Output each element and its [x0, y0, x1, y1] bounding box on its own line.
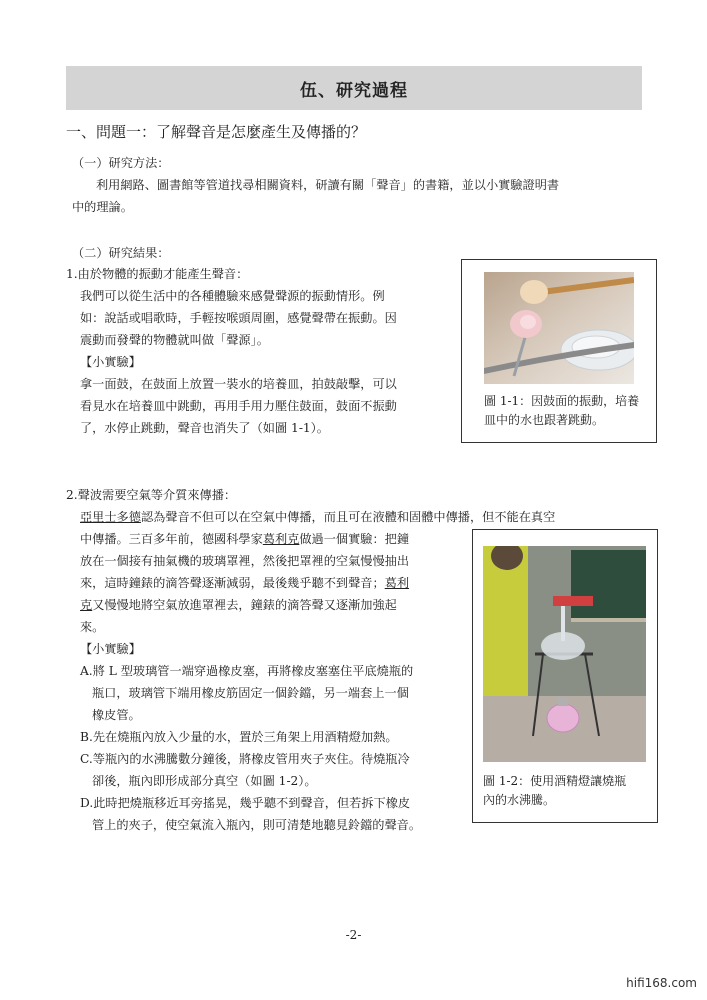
figure-1-2-caption-line-2: 內的水沸騰。	[483, 793, 556, 807]
item1-exp-line-1: 拿一面鼓，在鼓面上放置一裝水的培養皿，拍鼓敲擊，可以	[80, 377, 397, 391]
item1-line-2: 如：說話或唱歌時，手輕按喉頭周圍，感覺聲帶在振動。因	[80, 311, 397, 325]
guericke-name-3: 克	[80, 598, 93, 612]
step-d-line-2: 管上的夾子，使空氣流入瓶內，則可清楚地聽見鈴鐺的聲音。	[92, 818, 422, 832]
item1-heading: 1.由於物體的振動才能產生聲音：	[66, 267, 249, 281]
figure-1-1-caption-line-2: 皿中的水也跟著跳動。	[484, 413, 605, 427]
item1-line-1: 我們可以從生活中的各種體驗來感覺聲源的振動情形。例	[80, 289, 385, 303]
step-c-line-2: 卻後，瓶內即形成部分真空（如圖 1-2）。	[92, 774, 317, 788]
method-line-2: 中的理論。	[72, 200, 133, 214]
aristotle-name: 亞里士多德	[80, 510, 141, 524]
item1-line-3: 震動而發聲的物體就叫做「聲源」。	[80, 333, 269, 347]
method-heading: （一）研究方法：	[72, 156, 170, 170]
step-b: B.先在燒瓶內放入少量的水，置於三角架上用酒精燈加熱。	[80, 730, 398, 744]
figure-1-1	[461, 259, 657, 443]
item1-exp-line-3: 了，水停止跳動，聲音也消失了（如圖 1-1）。	[80, 421, 329, 435]
item2-heading: 2.聲波需要空氣等介質來傳播：	[66, 488, 237, 502]
question-heading: 一、問題一：了解聲音是怎麼產生及傳播的？	[66, 123, 367, 141]
figure-1-2	[472, 529, 658, 823]
guericke-name-2: 葛利	[384, 576, 410, 590]
item2-line-4: 來，這時鐘錶的滴答聲逐漸減弱，最後幾乎聽不到聲音；葛利	[80, 576, 410, 590]
item1-exp-label: 【小實驗】	[80, 355, 141, 369]
drum-photo	[484, 272, 634, 384]
step-a-line-3: 橡皮管。	[92, 708, 141, 722]
step-a-line-2: 瓶口，玻璃管下端用橡皮筋固定一個鈴鐺，另一端套上一個	[92, 686, 409, 700]
item2-line-1: 亞里士多德認為聲音不但可以在空氣中傳播，而且可在液體和固體中傳播，但不能在真空	[80, 510, 556, 524]
method-line-1: 利用網路、圖書館等管道找尋相關資料，研讀有關「聲音」的書籍，並以小實驗證明書	[96, 178, 560, 192]
item1-exp-line-2: 看見水在培養皿中跳動，再用手用力壓住鼓面，鼓面不振動	[80, 399, 397, 413]
section-title: 伍、研究過程	[66, 66, 642, 110]
figure-1-1-caption-line-1: 圖 1-1：因鼓面的振動，培養	[484, 394, 640, 408]
page-number: -2-	[345, 928, 362, 942]
item2-line-5: 克又慢慢地將空氣放進罩裡去，鐘錶的滴答聲又逐漸加強起	[80, 598, 397, 612]
item2-line-6: 來。	[80, 620, 105, 634]
guericke-name: 葛利克	[262, 532, 300, 546]
step-c-line-1: C.等瓶內的水沸騰數分鐘後，將橡皮管用夾子夾住。待燒瓶冷	[80, 752, 410, 766]
item2-line-2: 中傳播。三百多年前，德國科學家葛利克做過一個實驗：把鐘	[80, 532, 410, 546]
item2-exp-label: 【小實驗】	[80, 642, 141, 656]
flask-photo	[483, 546, 646, 762]
step-a-line-1: A.將 L 型玻璃管一端穿過橡皮塞，再將橡皮塞塞住平底燒瓶的	[80, 664, 414, 678]
step-d-line-1: D.此時把燒瓶移近耳旁搖晃，幾乎聽不到聲音，但若拆下橡皮	[80, 796, 411, 810]
results-heading: （二）研究結果：	[72, 246, 170, 260]
figure-1-2-caption-line-1: 圖 1-2：使用酒精燈讓燒瓶	[483, 774, 627, 788]
watermark: hifi168.com	[626, 976, 697, 990]
item2-line-3: 放在一個接有抽氣機的玻璃罩裡，然後把罩裡的空氣慢慢抽出	[80, 554, 410, 568]
